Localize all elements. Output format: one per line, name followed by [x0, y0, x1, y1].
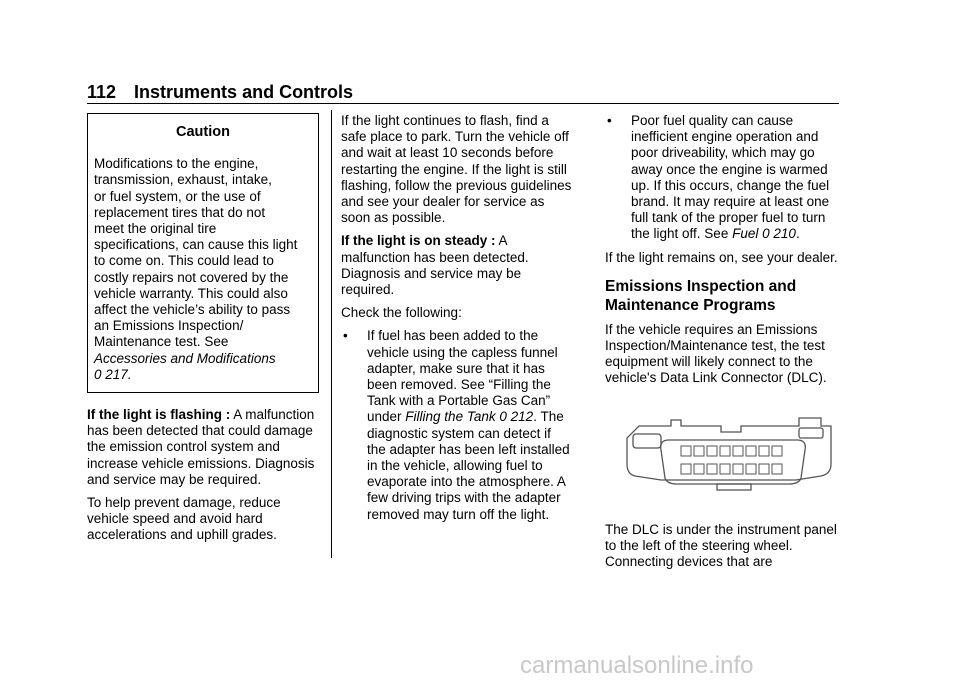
page-number: 112 [87, 82, 117, 102]
prevent-paragraph: To help prevent damage, reduce vehicle speed and avoid hard accelerations and uphill grades. [87, 495, 281, 543]
flashing-paragraph: If the light is flashing : A malfunction has been detected that could damage the emission control system and increase vehicle emissions. Diagnosis and service may be required. [87, 407, 315, 487]
page-reference[interactable]: 0 212 [499, 409, 534, 425]
caution-line: meet the original tire [94, 221, 217, 237]
column-middle [341, 113, 573, 530]
steady-paragraph: If the light is on steady : A malfunction has been detected. Diagnosis and service may be required. [341, 233, 529, 298]
caution-line: or fuel system, or the use of [94, 188, 261, 204]
page-header [87, 82, 353, 103]
caution-line: Maintenance test. See [94, 334, 229, 350]
section-title: Instruments and Controls [134, 82, 354, 102]
page-ref-icon: 0 [94, 366, 102, 382]
column-right [605, 113, 839, 577]
caution-line: transmission, exhaust, intake, [94, 172, 272, 188]
remains-paragraph: If the light remains on, see your dealer. [605, 249, 838, 265]
dlc-location-paragraph: The DLC is under the instrument panel to the left of the steering wheel. Connecting devices that are [605, 521, 837, 570]
list-item: • Poor fuel quality can cause inefficient engine operation and poor driveability, which may go away once the engine is warmed up. If this occurs, change the fuel brand. It may require at least one full tank of the proper fuel to turn the light off. See Fuel 0 210. [607, 113, 830, 242]
watermark-text: carmanualsonline.info [520, 652, 754, 679]
page-reference[interactable]: 0 210 [762, 226, 796, 242]
column-divider [331, 110, 332, 558]
flashing-label: If the light is flashing : [87, 407, 231, 423]
caution-line: Modifications to the engine, [94, 156, 259, 172]
caution-line: specifications, can cause this light [94, 237, 298, 253]
caution-reference-link[interactable]: Accessories and Modifications [94, 350, 276, 366]
continue-paragraph: If the light continues to flash, find a safe place to park. Turn the vehicle off and wait at least 10 seconds before restarting the engine. If the light is still flashing, follow the previous guidelines and see your dealer for service as soon as possible. [341, 113, 572, 226]
caution-line: costly repairs not covered by the [94, 269, 289, 285]
page-ref-icon: 0 [499, 409, 507, 425]
caution-box [87, 113, 319, 393]
caution-page-reference[interactable]: 0 217. [94, 366, 132, 382]
filling-tank-link[interactable]: Filling the Tank [405, 409, 496, 425]
section-heading: Emissions Inspection and Maintenance Programs [605, 277, 797, 314]
emissions-paragraph: If the vehicle requires an Emissions Inspection/Maintenance test, the test equipment will likely connect to the vehicle's Data Link Connector (DLC). [605, 321, 827, 386]
caution-line: to come on. This could lead to [94, 253, 274, 269]
caution-line: affect the vehicle’s ability to pass [94, 302, 291, 318]
dlc-connector-illustration [621, 414, 837, 510]
check-paragraph: Check the following: [341, 305, 462, 321]
caution-line: replacement tires that do not [94, 204, 266, 220]
caution-body [94, 156, 312, 383]
steady-label: If the light is on steady : [341, 233, 496, 249]
bullet-icon: • [343, 328, 348, 344]
list-item: • If fuel has been added to the vehicle using the capless funnel adapter, make sure that it has been removed. See “Filling the Tank with a Portable Gas Can” under Filling the Tank 0 212. The diagnostic system can detect if the adapter has been left installed in the vehicle, allowing fuel to evaporate into the atmosphere. A few driving trips with the adapter removed may turn off the light. [343, 328, 570, 522]
caution-title: Caution [176, 124, 230, 140]
caution-line: an Emissions Inspection/ [94, 318, 244, 334]
header-rule [87, 103, 839, 104]
caution-line: vehicle warranty. This could also [94, 285, 288, 301]
page-ref-icon: 0 [762, 226, 770, 242]
fuel-link[interactable]: Fuel [732, 226, 759, 242]
bullet-icon: • [607, 113, 612, 128]
column-left [87, 113, 319, 551]
